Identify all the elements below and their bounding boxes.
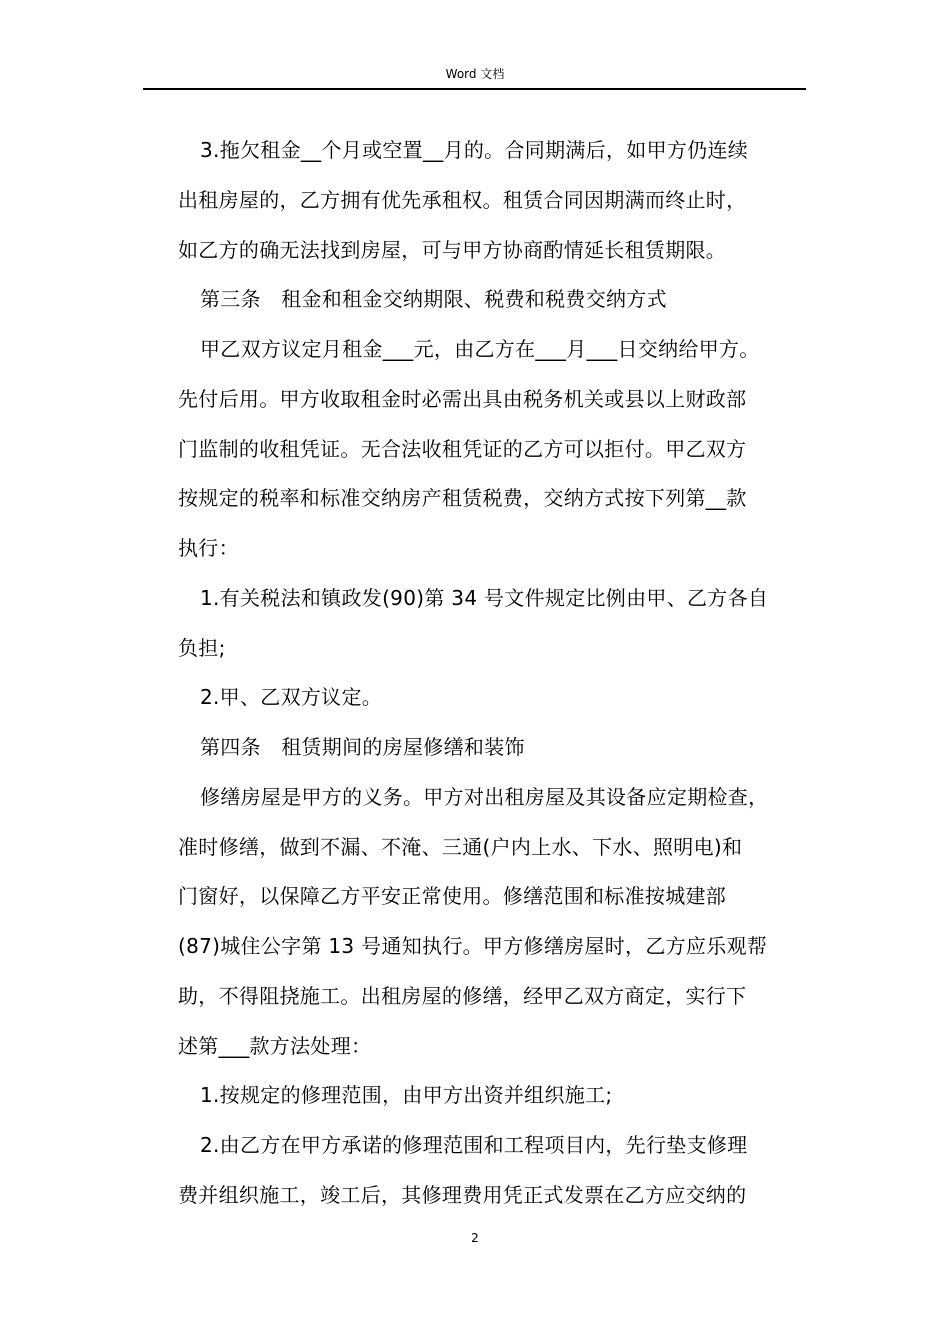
text-line: 2.甲、乙双方议定。 — [200, 685, 383, 710]
text-line: 助，不得阻挠施工。出租房屋的修缮，经甲乙双方商定，实行下 — [178, 983, 747, 1008]
text-line: 门窗好，以保障乙方平安正常使用。修缮范围和标准按城建部 — [178, 884, 727, 909]
text-line: 述第___款方法处理： — [178, 1033, 372, 1058]
header-divider — [143, 88, 806, 90]
text-line: 修缮房屋是甲方的义务。甲方对出租房屋及其设备应定期检查， — [200, 784, 769, 809]
text-line: 如乙方的确无法找到房屋，可与甲方协商酌情延长租赁期限。 — [178, 237, 727, 262]
text-line: 执行： — [178, 536, 239, 560]
article-heading: 第三条 租金和租金交纳期限、税费和税费交纳方式 — [200, 287, 667, 312]
text-line: 先付后用。甲方收取租金时必需出具由税务机关或县以上财政部 — [178, 386, 747, 411]
text-line: 2.由乙方在甲方承诺的修理范围和工程项目内，先行垫支修理 — [200, 1133, 748, 1157]
text-line: 甲乙双方议定月租金___元，由乙方在___月___日交纳给甲方。 — [200, 337, 760, 361]
text-line: 3.拖欠租金__个月或空置__月的。合同期满后，如甲方仍连续 — [200, 138, 749, 162]
text-line: 费并组织施工，竣工后，其修理费用凭正式发票在乙方应交纳的 — [178, 1182, 747, 1207]
text-line: 1.按规定的修理范围，由甲方出资并组织施工; — [200, 1083, 613, 1108]
article-heading: 第四条 租赁期间的房屋修缮和装饰 — [200, 735, 525, 759]
page-header-title: Word 文档 — [445, 67, 505, 81]
page-number: 2 — [471, 1231, 479, 1245]
text-line: 准时修缮，做到不漏、不淹、三通(户内上水、下水、照明电)和 — [178, 834, 743, 859]
text-line: (87)城住公字第 13 号通知执行。甲方修缮房屋时，乙方应乐观帮 — [178, 934, 768, 958]
text-line: 出租房屋的，乙方拥有优先承租权。租赁合同因期满而终止时， — [178, 187, 747, 212]
text-line: 按规定的税率和标准交纳房产租赁税费，交纳方式按下列第__款 — [178, 486, 747, 511]
text-line: 负担; — [178, 635, 226, 660]
text-line: 1.有关税法和镇政发(90)第 34 号文件规定比例由甲、乙方各自 — [200, 585, 769, 610]
document-body — [178, 126, 818, 1221]
text-line: 门监制的收租凭证。无合法收租凭证的乙方可以拒付。甲乙双方 — [178, 436, 747, 461]
